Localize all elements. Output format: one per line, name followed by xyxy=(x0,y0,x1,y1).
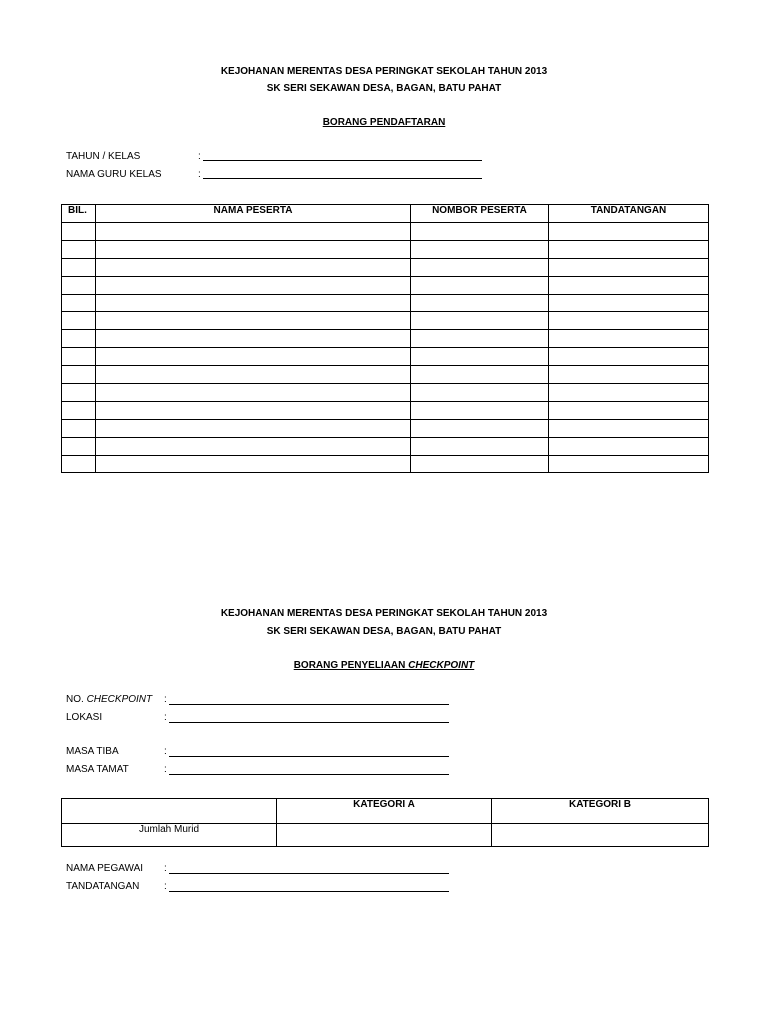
cell-bil[interactable] xyxy=(62,384,96,402)
cell-nama-peserta[interactable] xyxy=(96,330,411,348)
tandatangan-field[interactable] xyxy=(169,891,449,892)
cell-nama-peserta[interactable] xyxy=(96,223,411,241)
masa-tamat-colon: : xyxy=(164,764,167,775)
no-checkpoint-prefix: NO. xyxy=(66,694,87,705)
cell-nama-peserta[interactable] xyxy=(96,455,411,473)
nama-pegawai-label: NAMA PEGAWAI xyxy=(66,863,144,874)
cell-tandatangan[interactable] xyxy=(549,437,709,455)
cell-nama-peserta[interactable] xyxy=(96,348,411,366)
tandatangan-colon: : xyxy=(164,881,167,892)
form1-title-line2: SK SERI SEKAWAN DESA, BAGAN, BATU PAHAT xyxy=(266,83,502,94)
cell-nombor-peserta[interactable] xyxy=(411,240,549,258)
no-checkpoint-italic: CHECKPOINT xyxy=(86,694,153,705)
cell-tandatangan[interactable] xyxy=(549,240,709,258)
cell-nama-peserta[interactable] xyxy=(96,366,411,384)
header-nama-peserta: NAMA PESERTA xyxy=(96,205,411,223)
cell-tandatangan[interactable] xyxy=(549,401,709,419)
header-blank xyxy=(62,799,277,824)
form2-form-title xyxy=(0,659,768,673)
cell-bil[interactable] xyxy=(62,240,96,258)
lokasi-label: LOKASI xyxy=(66,712,103,723)
tahun-kelas-label: TAHUN / KELAS xyxy=(66,151,141,162)
lokasi-field[interactable] xyxy=(169,722,449,723)
checkpoint-table-header xyxy=(62,799,709,824)
no-checkpoint-field[interactable] xyxy=(169,704,449,705)
registration-table-header xyxy=(62,205,709,223)
header-kategori-b: KATEGORI B xyxy=(492,799,709,824)
jumlah-murid-label: Jumlah Murid xyxy=(62,824,277,847)
nama-guru-kelas-field[interactable] xyxy=(203,178,482,179)
table-row xyxy=(62,276,709,294)
table-row xyxy=(62,312,709,330)
cell-nombor-peserta[interactable] xyxy=(411,312,549,330)
table-row xyxy=(62,258,709,276)
tahun-kelas-colon: : xyxy=(198,151,201,162)
cell-tandatangan[interactable] xyxy=(549,258,709,276)
cell-nama-peserta[interactable] xyxy=(96,240,411,258)
cell-tandatangan[interactable] xyxy=(549,276,709,294)
form2-title-line1: KEJOHANAN MERENTAS DESA PERINGKAT SEKOLAH TAHUN 2013 xyxy=(220,608,548,619)
no-checkpoint-label xyxy=(66,693,152,707)
table-row xyxy=(62,240,709,258)
table-row xyxy=(62,384,709,402)
table-row xyxy=(62,366,709,384)
cell-tandatangan[interactable] xyxy=(549,223,709,241)
table-row xyxy=(62,455,709,473)
nama-guru-kelas-colon: : xyxy=(198,169,201,180)
masa-tiba-field[interactable] xyxy=(169,756,449,757)
cell-nombor-peserta[interactable] xyxy=(411,276,549,294)
cell-nama-peserta[interactable] xyxy=(96,437,411,455)
table-row xyxy=(62,348,709,366)
cell-bil[interactable] xyxy=(62,348,96,366)
cell-nama-peserta[interactable] xyxy=(96,294,411,312)
tandatangan-label: TANDATANGAN xyxy=(66,881,140,892)
form2-title-line2: SK SERI SEKAWAN DESA, BAGAN, BATU PAHAT xyxy=(266,626,502,637)
form1-form-title: BORANG PENDAFTARAN xyxy=(322,117,446,128)
table-row xyxy=(62,223,709,241)
cell-bil[interactable] xyxy=(62,294,96,312)
cell-bil[interactable] xyxy=(62,366,96,384)
form2-form-title-italic: CHECKPOINT xyxy=(408,660,475,671)
kategori-a-cell[interactable] xyxy=(277,824,492,847)
header-bil: BIL. xyxy=(62,205,96,223)
cell-bil[interactable] xyxy=(62,401,96,419)
cell-tandatangan[interactable] xyxy=(549,366,709,384)
masa-tiba-label: MASA TIBA xyxy=(66,746,119,757)
cell-nombor-peserta[interactable] xyxy=(411,455,549,473)
kategori-b-cell[interactable] xyxy=(492,824,709,847)
cell-nombor-peserta[interactable] xyxy=(411,437,549,455)
cell-tandatangan[interactable] xyxy=(549,312,709,330)
cell-nama-peserta[interactable] xyxy=(96,312,411,330)
masa-tiba-colon: : xyxy=(164,746,167,757)
table-row xyxy=(62,401,709,419)
cell-tandatangan[interactable] xyxy=(549,419,709,437)
table-row xyxy=(62,294,709,312)
cell-nombor-peserta[interactable] xyxy=(411,348,549,366)
masa-tamat-field[interactable] xyxy=(169,774,449,775)
cell-nombor-peserta[interactable] xyxy=(411,419,549,437)
cell-bil[interactable] xyxy=(62,330,96,348)
table-row xyxy=(62,419,709,437)
nama-guru-kelas-label: NAMA GURU KELAS xyxy=(66,169,162,180)
form2-form-title-prefix: BORANG PENYELIAAN xyxy=(293,660,409,671)
jumlah-murid-row xyxy=(62,824,709,847)
table-row xyxy=(62,437,709,455)
cell-bil[interactable] xyxy=(62,276,96,294)
nama-pegawai-colon: : xyxy=(164,863,167,874)
cell-nombor-peserta[interactable] xyxy=(411,330,549,348)
cell-nombor-peserta[interactable] xyxy=(411,401,549,419)
cell-nama-peserta[interactable] xyxy=(96,401,411,419)
no-checkpoint-colon: : xyxy=(164,694,167,705)
cell-bil[interactable] xyxy=(62,437,96,455)
table-row xyxy=(62,330,709,348)
cell-tandatangan[interactable] xyxy=(549,294,709,312)
cell-nama-peserta[interactable] xyxy=(96,276,411,294)
cell-nama-peserta[interactable] xyxy=(96,258,411,276)
cell-nombor-peserta[interactable] xyxy=(411,223,549,241)
cell-nama-peserta[interactable] xyxy=(96,419,411,437)
cell-nama-peserta[interactable] xyxy=(96,384,411,402)
cell-nombor-peserta[interactable] xyxy=(411,366,549,384)
lokasi-colon: : xyxy=(164,712,167,723)
header-kategori-a: KATEGORI A xyxy=(277,799,492,824)
cell-bil[interactable] xyxy=(62,312,96,330)
cell-nombor-peserta[interactable] xyxy=(411,384,549,402)
cell-nombor-peserta[interactable] xyxy=(411,258,549,276)
cell-tandatangan[interactable] xyxy=(549,348,709,366)
cell-bil[interactable] xyxy=(62,258,96,276)
header-tandatangan: TANDATANGAN xyxy=(549,205,709,223)
cell-tandatangan[interactable] xyxy=(549,330,709,348)
registration-table xyxy=(61,204,709,473)
cell-tandatangan[interactable] xyxy=(549,455,709,473)
cell-tandatangan[interactable] xyxy=(549,384,709,402)
nama-pegawai-field[interactable] xyxy=(169,873,449,874)
cell-bil[interactable] xyxy=(62,223,96,241)
masa-tamat-label: MASA TAMAT xyxy=(66,764,129,775)
cell-bil[interactable] xyxy=(62,455,96,473)
checkpoint-table xyxy=(61,798,709,847)
cell-nombor-peserta[interactable] xyxy=(411,294,549,312)
tahun-kelas-field[interactable] xyxy=(203,160,482,161)
form1-title-line1: KEJOHANAN MERENTAS DESA PERINGKAT SEKOLAH TAHUN 2013 xyxy=(220,66,548,77)
cell-bil[interactable] xyxy=(62,419,96,437)
header-nombor-peserta: NOMBOR PESERTA xyxy=(411,205,549,223)
